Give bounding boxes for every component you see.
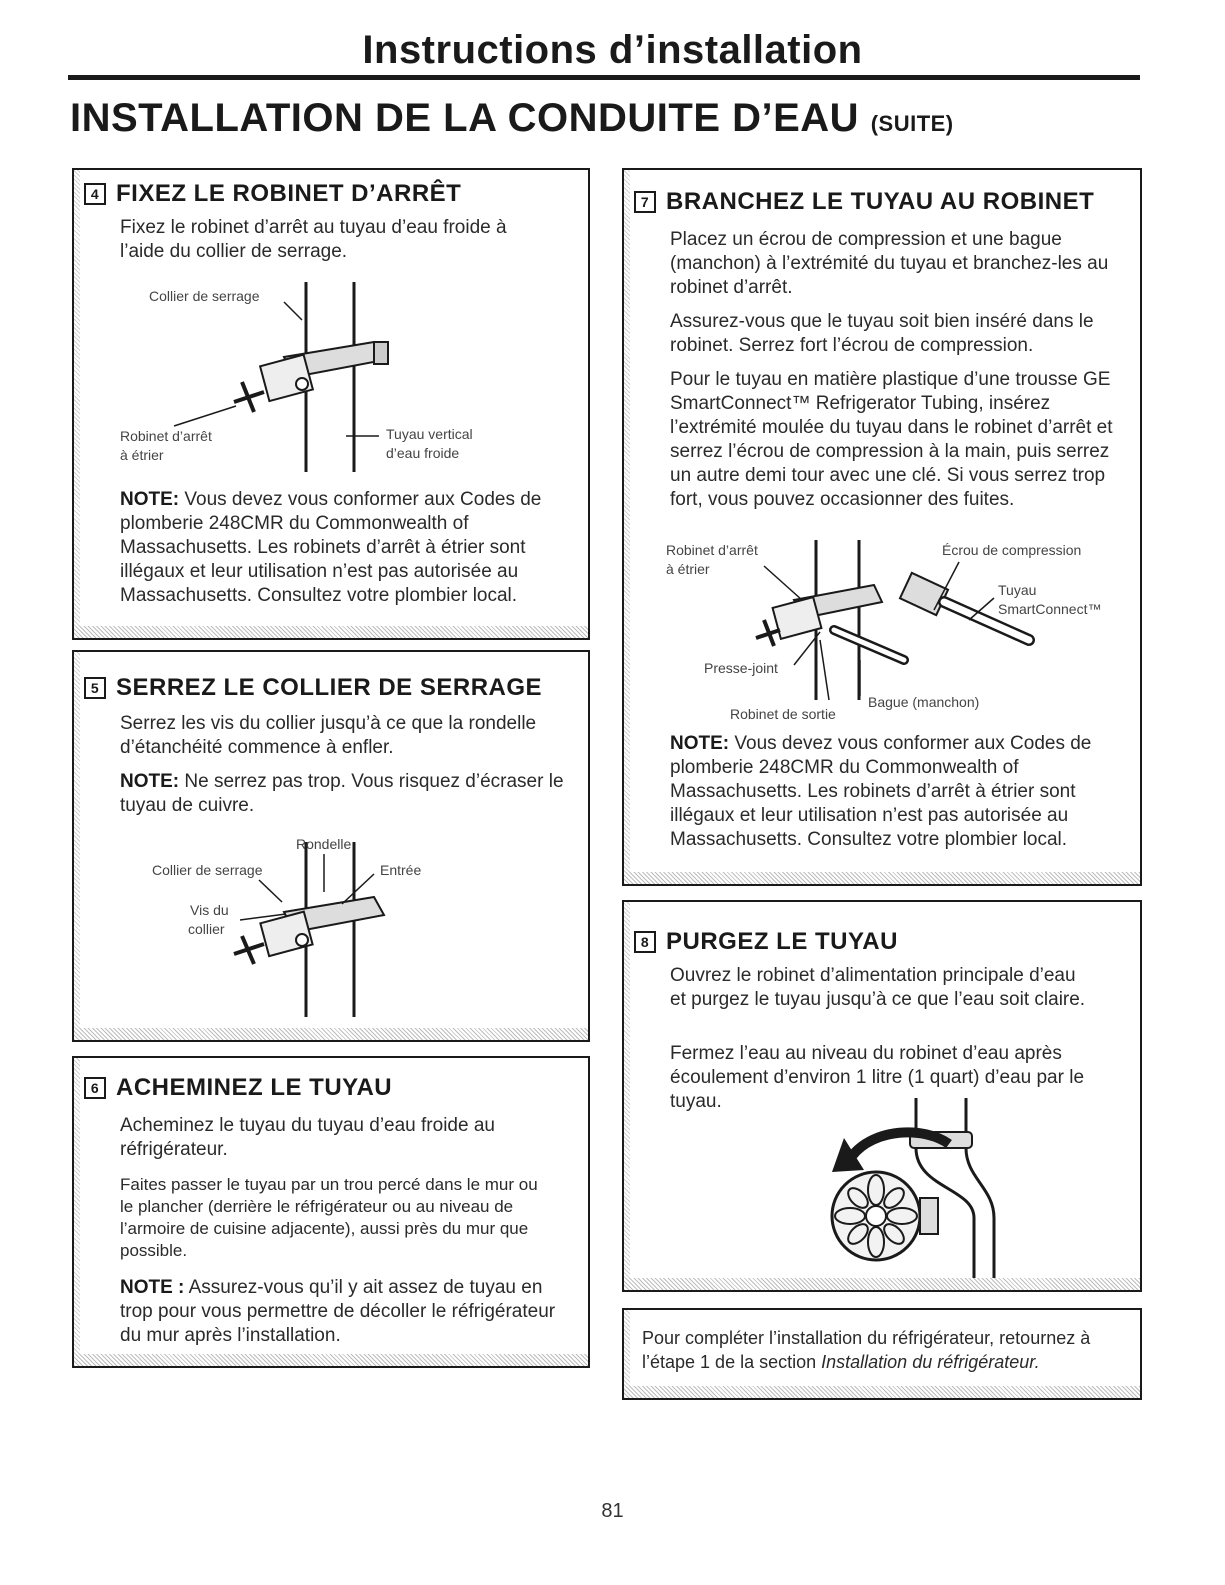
label-clamp: Collier de serrage (152, 862, 263, 878)
note-text: Vous devez vous conformer aux Codes de plomberie 248CMR du Commonwealth of Massachusetts. Les robinets d’arrêt à étrier sont illégaux et leur utilisation n’est pas autorisée au Massachusetts. Consultez votre plombier local. (120, 489, 542, 606)
label-valve-line2: à étrier (666, 561, 710, 577)
note-text: Assurez-vous qu’il y ait assez de tuyau en trop pour vous permettre de décoller le réfrigérateur du mur après l’installation. (120, 1277, 556, 1346)
step-8-box (622, 900, 1142, 1292)
section-title (70, 96, 954, 141)
step-6-heading (84, 1074, 392, 1102)
label-pipe-line2: d’eau froide (386, 445, 460, 461)
step-number-badge: 5 (84, 677, 106, 699)
label-inlet: Entrée (380, 862, 422, 878)
final-text: Pour compléter l’installation du réfrigérateur, retournez à l’étape 1 de la section (642, 1328, 1091, 1372)
label-nut: Écrou de compression (942, 542, 1082, 558)
note-text: Ne serrez pas trop. Vous risquez d’écraser le tuyau de cuivre. (120, 771, 564, 816)
step-6-text1: Acheminez le tuyau du tuyau d’eau froide au réfrigérateur. (120, 1115, 495, 1160)
water-valve-illustration (824, 1098, 1004, 1280)
label-screws-line1: Vis du (190, 902, 229, 918)
step-7-box (622, 168, 1142, 886)
label-valve-line1: Robinet d’arrêt (120, 428, 212, 444)
label-ferrule: Bague (manchon) (868, 694, 980, 710)
pointer-arrow (74, 652, 592, 1044)
label-screws-line2: collier (188, 921, 225, 937)
step-title: ACHEMINEZ LE TUYAU (116, 1074, 393, 1101)
label-pipe-line1: Tuyau vertical (386, 426, 473, 442)
step-7-text3: Pour le tuyau en matière plastique d’une trousse GE SmartConnect™ Refrigerator Tubing, insérez l’extrémité moulée du tuyau dans le robinet d’arrêt et serrez l’écrou de compression à la main, puis serrez un autre demi tour avec une clé. Si vous serrez trop fort, vous pouvez occasionner des fuites. (670, 369, 1113, 510)
note-label: NOTE: (120, 771, 180, 792)
label-tubing-line1: Tuyau (998, 582, 1037, 598)
label-valve-line2: à étrier (120, 447, 164, 463)
note-label: NOTE: (120, 489, 180, 510)
step-7-text1: Placez un écrou de compression et une bague (manchon) à l’extrémité du tuyau et branchez-les au robinet d’arrêt. (670, 229, 1109, 298)
label-valve-line1: Robinet d’arrêt (666, 542, 758, 558)
final-note-text (642, 1326, 1132, 1374)
final-italic-link: Installation du réfrigérateur. (821, 1352, 1040, 1372)
step-title: SERREZ LE COLLIER DE SERRAGE (116, 674, 543, 701)
step-7-note (670, 732, 1125, 852)
final-note-box (622, 1308, 1142, 1400)
step-6-text2: Faites passer le tuyau par un trou percé dans le mur ou le plancher (derrière le réfrigérateur ou au niveau de l’armoire de cuisine adjacente), aussi près du mur que possible. (120, 1175, 538, 1260)
step-number-badge: 4 (84, 183, 106, 205)
step-7-text2: Assurez-vous que le tuyau soit bien inséré dans le robinet. Serrez fort l’écrou de compression. (670, 311, 1094, 356)
page-header-title: Instructions d’installation (362, 28, 863, 72)
note-text: Vous devez vous conformer aux Codes de plomberie 248CMR du Commonwealth of Massachusetts. Les robinets d’arrêt à étrier sont illégaux et leur utilisation n’est pas autorisée au Massachusetts. Consultez votre plombier local. (670, 733, 1092, 850)
header-divider (68, 75, 1140, 80)
step-4-text: Fixez le robinet d’arrêt au tuyau d’eau froide à l’aide du collier de serrage. (120, 217, 507, 262)
note-label: NOTE: (670, 733, 730, 754)
section-title-main: INSTALLATION DE LA CONDUITE D’EAU (70, 96, 860, 140)
step-6-note (120, 1276, 560, 1348)
label-outlet: Robinet de sortie (730, 706, 836, 722)
step-8-heading (634, 928, 898, 956)
step-title: PURGEZ LE TUYAU (666, 928, 898, 955)
step-6-box (72, 1056, 590, 1368)
step-5-box (72, 650, 590, 1042)
step-number-badge: 8 (634, 931, 656, 953)
step-4-note (120, 488, 550, 608)
step-8-text2: Fermez l’eau au niveau du robinet d’eau après écoulement d’environ 1 litre (1 quart) d’eau par le tuyau. (670, 1043, 1085, 1112)
step-number-badge: 7 (634, 191, 656, 213)
step-title: FIXEZ LE ROBINET D’ARRÊT (116, 180, 462, 207)
step-title: BRANCHEZ LE TUYAU AU ROBINET (666, 188, 1095, 215)
label-washer: Rondelle (296, 836, 352, 852)
label-clamp: Collier de serrage (149, 288, 260, 304)
label-tubing-line2: SmartConnect™ (998, 601, 1102, 617)
step-5-text: Serrez les vis du collier jusqu’à ce que la rondelle d’étanchéité commence à enfler. (120, 713, 537, 758)
step-number-badge: 6 (84, 1077, 106, 1099)
section-title-suffix: (SUITE) (870, 111, 954, 136)
step-8-text1: Ouvrez le robinet d’alimentation principale d’eau et purgez le tuyau jusqu’à ce que l’eau soit claire. (670, 965, 1086, 1010)
step-4-box (72, 168, 590, 640)
page-number: 81 (601, 1500, 624, 1522)
label-packing: Presse-joint (704, 660, 778, 676)
note-label: NOTE : (120, 1277, 185, 1298)
